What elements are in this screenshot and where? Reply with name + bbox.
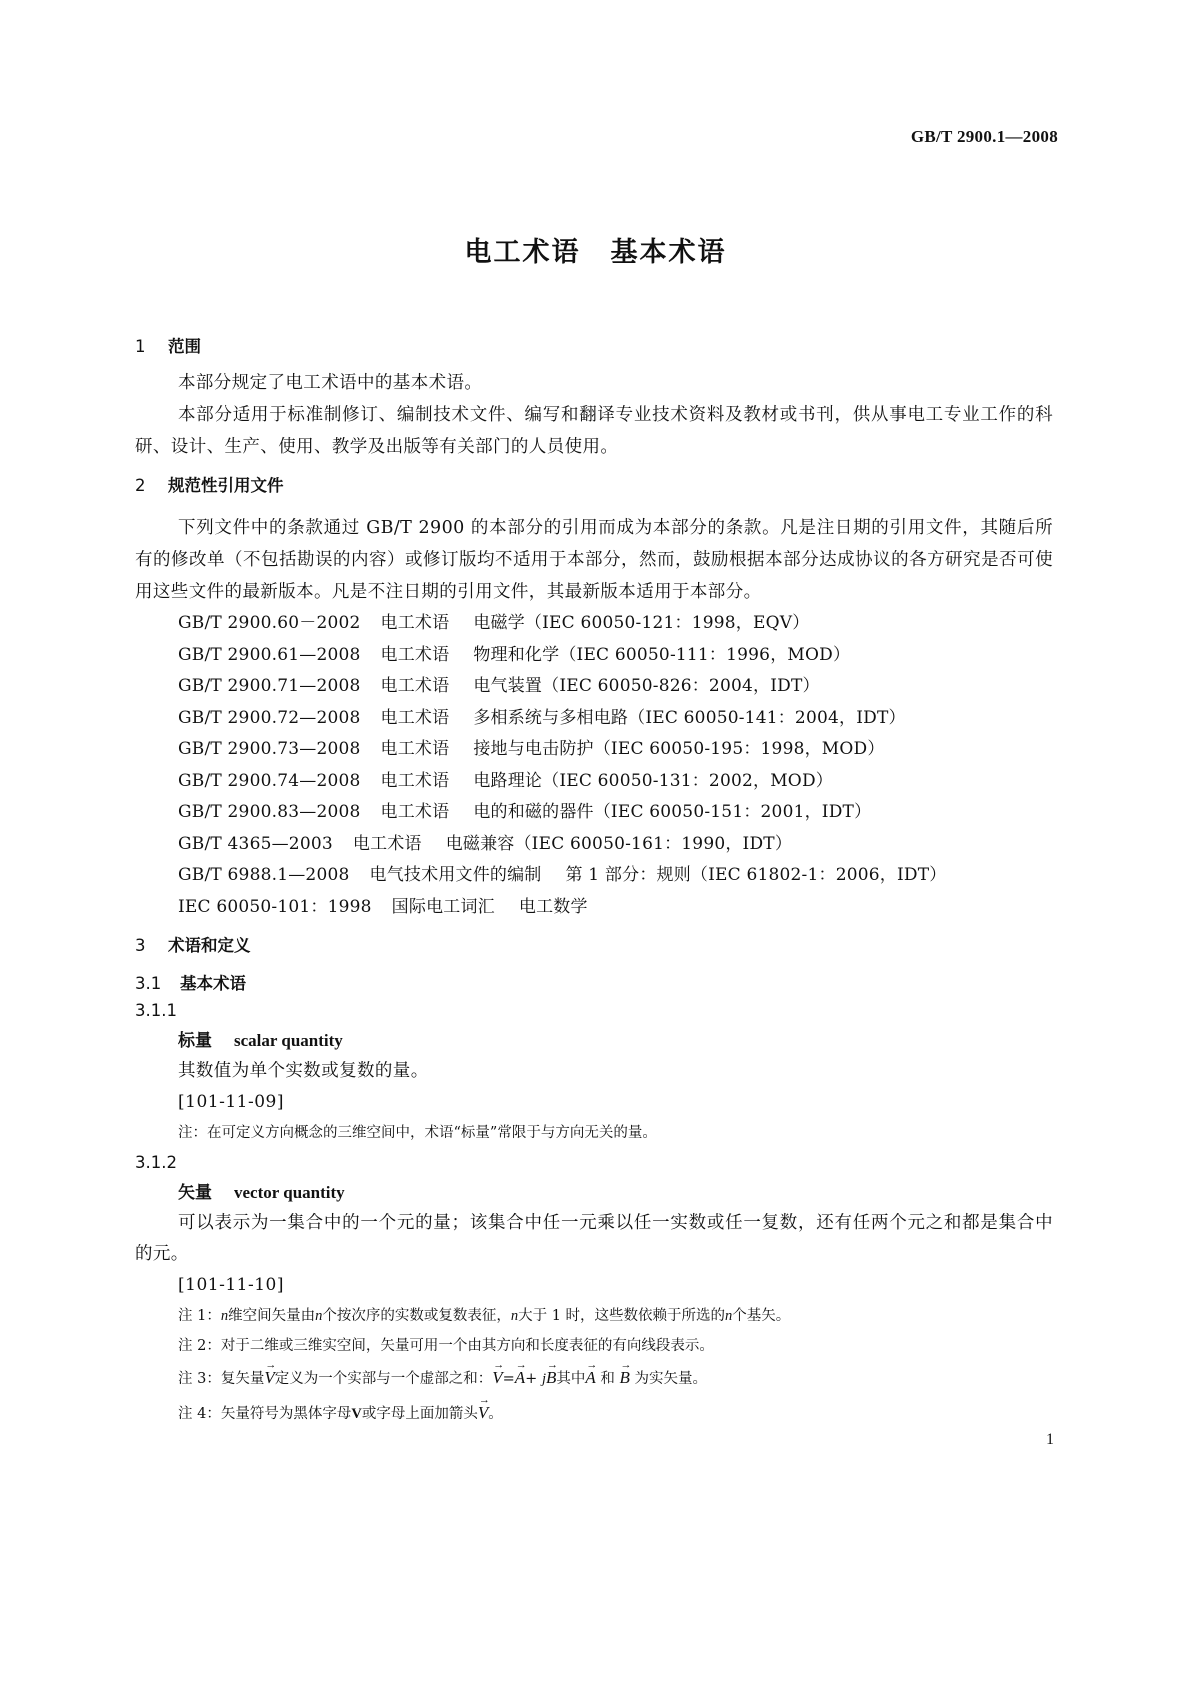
vector-a: → A <box>585 1361 595 1395</box>
term-note-2: 注 2：对于二维或三维实空间，矢量可用一个由其方向和长度表征的有向线段表示。 <box>178 1338 714 1354</box>
term-entry <box>135 1026 1053 1056</box>
math-n: n <box>315 1308 323 1324</box>
section-number: 2 <box>135 476 146 495</box>
term-chinese: 矢量 <box>178 1183 212 1203</box>
math-n: n <box>510 1308 519 1324</box>
plus-sign: + <box>525 1371 542 1387</box>
reference-item <box>178 703 1053 735</box>
section-number: 1 <box>135 337 146 356</box>
reference-code: GB/T 2900.72—2008 <box>178 707 361 728</box>
term-english: scalar quantity <box>234 1031 343 1050</box>
section-title: 术语和定义 <box>168 936 251 955</box>
reference-series: 电气技术用文件的编制 <box>369 865 542 885</box>
math-n: n <box>220 1308 229 1324</box>
vector-v: → V <box>264 1361 274 1395</box>
bold-v: V <box>351 1406 362 1422</box>
document-title <box>0 230 1191 269</box>
term-note-3: 注 3：复矢量→ V定义为一个实部与一个虚部之和：→ V=→ A+ j→ B其中→ A 和 → B 为实矢量。 <box>135 1361 1053 1396</box>
term-definition: 其数值为单个实数或复数的量。 <box>178 1061 429 1081</box>
reference-title: 电工数学 <box>518 896 588 917</box>
reference-title: 电路理论（IEC 60050-131：2002，MOD） <box>473 770 833 791</box>
references-intro: 下列文件中的条款通过 GB/T 2900 的本部分的引用而成为本部分的条款。凡是注日期的引用文件，其随后所有的修改单（不包括勘误的内容）或修订版均不适用于本部分，然而，鼓励根据本部分达成协议的各方研究是否可使用这些文件的最新版本。凡是不注日期的引用文件，其最新版本适用于本部分。 <box>135 518 1053 602</box>
reference-series: 电工术语 <box>380 707 450 728</box>
section-2-heading <box>135 473 1053 498</box>
section-1-heading <box>135 334 1053 359</box>
reference-code: GB/T 4365—2003 <box>178 833 333 854</box>
reference-item <box>178 671 1053 703</box>
reference-item <box>178 640 1053 672</box>
reference-item <box>178 892 1053 924</box>
vector-v: → V <box>478 1396 488 1430</box>
reference-title: 第 1 部分：规则（IEC 61802-1：2006，IDT） <box>565 865 947 885</box>
clause-number: 3.1.2 <box>135 1153 177 1172</box>
standard-code: GB/T 2900.1—2008 <box>910 127 1058 146</box>
reference-code: GB/T 2900.71—2008 <box>178 676 361 696</box>
reference-code: GB/T 2900.60－2002 <box>178 613 361 633</box>
vector-b: → B <box>619 1361 629 1395</box>
reference-code: GB/T 2900.83—2008 <box>178 802 361 822</box>
term-note-1: 注 1：n维空间矢量由n个按次序的实数或复数表征，n大于 1 时，这些数依赖于所选的n个基矢。 <box>178 1308 791 1324</box>
reference-title: 物理和化学（IEC 60050-111：1996，MOD） <box>473 644 851 665</box>
section-number: 3 <box>135 936 146 955</box>
equals-sign: = <box>502 1371 515 1387</box>
term-source: [101-11-09] <box>178 1092 284 1112</box>
reference-code: GB/T 2900.73—2008 <box>178 739 361 759</box>
reference-item <box>178 829 1053 861</box>
note-label: 注 3： <box>178 1371 221 1387</box>
reference-series: 国际电工词汇 <box>391 896 495 917</box>
document-body <box>135 334 1053 1431</box>
reference-title: 电气装置（IEC 60050-826：2004，IDT） <box>473 676 820 696</box>
imaginary-j: j <box>541 1371 546 1387</box>
reference-series: 电工术语 <box>380 739 450 759</box>
title-part-1: 电工术语 <box>464 237 581 268</box>
note-label: 注 4： <box>178 1406 221 1422</box>
vector-v: → V <box>492 1361 502 1395</box>
reference-series: 电工术语 <box>380 802 450 822</box>
reference-series: 电工术语 <box>352 833 422 854</box>
reference-item <box>178 860 1053 892</box>
page-number: 1 <box>1046 1431 1054 1448</box>
reference-title: 电的和磁的器件（IEC 60050-151：2001，IDT） <box>473 802 872 822</box>
reference-title: 多相系统与多相电路（IEC 60050-141：2004，IDT） <box>473 707 906 728</box>
reference-code: GB/T 2900.61—2008 <box>178 644 361 665</box>
title-part-2: 基本术语 <box>610 237 727 268</box>
term-note-4: 注 4：矢量符号为黑体字母V或字母上面加箭头→ V。 <box>135 1396 1053 1431</box>
term-source: [101-11-10] <box>178 1275 284 1295</box>
paragraph: 本部分规定了电工术语中的基本术语。 <box>178 373 483 393</box>
math-n: n <box>725 1308 733 1324</box>
reference-series: 电工术语 <box>380 770 450 791</box>
clause-number: 3.1.1 <box>135 1001 177 1020</box>
reference-code: GB/T 2900.74—2008 <box>178 770 361 791</box>
reference-title: 电磁学（IEC 60050-121：1998，EQV） <box>473 613 810 633</box>
term-english: vector quantity <box>234 1183 345 1202</box>
term-note: 注：在可定义方向概念的三维空间中，术语“标量”常限于与方向无关的量。 <box>178 1125 657 1141</box>
reference-item <box>178 797 1053 829</box>
reference-title: 电磁兼容（IEC 60050-161：1990，IDT） <box>445 833 793 854</box>
subsection-heading <box>135 972 1053 996</box>
reference-title: 接地与电击防护（IEC 60050-195：1998，MOD） <box>473 739 885 759</box>
reference-item <box>178 766 1053 798</box>
reference-code: IEC 60050-101：1998 <box>178 896 372 917</box>
reference-item <box>178 608 1053 640</box>
vector-a: → A <box>515 1361 525 1395</box>
note-label: 注 1： <box>178 1308 221 1324</box>
section-3-heading <box>135 933 1053 958</box>
reference-series: 电工术语 <box>380 676 450 696</box>
paragraph: 本部分适用于标准制修订、编制技术文件、编写和翻译专业技术资料及教材或书刊，供从事电工专业工作的科研、设计、生产、使用、教学及出版等有关部门的人员使用。 <box>135 405 1053 457</box>
subsection-title: 基本术语 <box>180 974 246 993</box>
normative-references-list <box>135 608 1053 923</box>
section-title: 范围 <box>168 337 201 356</box>
reference-code: GB/T 6988.1—2008 <box>178 865 350 885</box>
reference-item <box>178 734 1053 766</box>
subsection-number: 3.1 <box>135 974 162 993</box>
term-entry <box>135 1178 1053 1208</box>
term-chinese: 标量 <box>178 1031 212 1051</box>
term-definition: 可以表示为一集合中的一个元的量；该集合中任一元乘以任一实数或任一复数，还有任两个元之和都是集合中的元。 <box>135 1213 1053 1264</box>
reference-series: 电工术语 <box>380 644 450 665</box>
reference-series: 电工术语 <box>380 613 450 633</box>
vector-b: → B <box>546 1361 556 1395</box>
section-title: 规范性引用文件 <box>168 476 284 495</box>
